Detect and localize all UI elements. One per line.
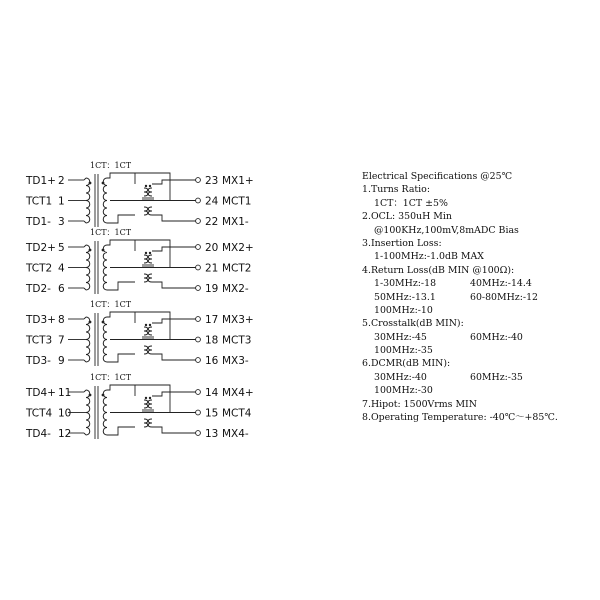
spec-crosstalk-row [362, 344, 598, 357]
pin-number: 4 [58, 262, 65, 275]
terminal-circle [196, 245, 201, 250]
polarity-dot [102, 321, 105, 324]
terminal-circle [196, 358, 201, 363]
secondary-coil [103, 178, 107, 223]
pin-number: 3 [58, 216, 65, 228]
pin-number: 8 [58, 314, 65, 326]
choke-coil [144, 255, 148, 263]
spec-dcmr: 6.DCMR(dB MIN): [362, 358, 451, 370]
choke-coil [148, 274, 152, 282]
wire [152, 247, 196, 251]
choke-coil [148, 400, 152, 408]
pin-number: 1 [58, 195, 65, 208]
pin-number: 11 [58, 387, 72, 399]
pin-number: 21 [205, 262, 219, 275]
terminal-circle [196, 219, 201, 224]
polarity-dot [145, 252, 147, 254]
wire [84, 221, 86, 223]
signal-name: TD2+ [26, 242, 56, 254]
spec-operating-temperature: 8.Operating Temperature: -40℃～+85℃. [362, 412, 558, 424]
wire [135, 385, 170, 413]
wire [152, 392, 196, 396]
polarity-dot [149, 252, 151, 254]
signal-name: TD1+ [26, 175, 56, 187]
spec-value: 60MHz:-40 [470, 331, 523, 343]
signal-name: MX2- [222, 283, 249, 295]
signal-name: MX1- [222, 216, 249, 228]
pin-number: 23 [205, 175, 219, 187]
ct-ratio-label: 1CT：1CT [90, 228, 132, 237]
wire [152, 215, 196, 221]
wire [107, 354, 135, 362]
choke-coil [144, 207, 148, 215]
wire [107, 173, 135, 184]
ct-ratio-label: 1CT：1CT [90, 300, 132, 309]
transformer-block-4 [25, 373, 254, 440]
wire [107, 312, 135, 323]
choke-coil [148, 419, 152, 427]
wire [152, 282, 196, 288]
wire [107, 427, 135, 435]
terminal-circle [196, 317, 201, 322]
spec-ocl: 2.OCL: 350uH Min [362, 211, 452, 223]
wire [107, 240, 135, 251]
pin-number: 13 [205, 428, 219, 440]
spec-value: 60MHz:-35 [470, 371, 523, 383]
pin-number: 19 [205, 283, 219, 295]
signal-name: TCT2 [26, 262, 53, 275]
wire [84, 245, 86, 247]
choke-coil [148, 207, 152, 215]
polarity-dot [102, 394, 105, 397]
signal-name: MX3- [222, 355, 249, 367]
spec-value: 100MHz:-10 [374, 304, 433, 316]
wire [107, 282, 135, 290]
spec-return-loss-row [362, 291, 598, 304]
spec-ocl-value: @100KHz,100mV,8mADC Bias [374, 224, 519, 236]
polarity-dot [89, 394, 92, 397]
signal-name: TCT4 [26, 407, 53, 420]
terminal-circle [196, 286, 201, 291]
terminal-circle [196, 265, 201, 270]
transformer-block-1 [25, 161, 254, 228]
spec-dcmr-row [362, 371, 598, 384]
spec-return-loss-row [362, 277, 598, 290]
spec-title: Electrical Specifications @25℃ [362, 171, 513, 182]
wire [107, 215, 135, 223]
terminal-circle [196, 178, 201, 183]
spec-turns-ratio: 1.Turns Ratio: [362, 184, 430, 196]
terminal-circle [196, 410, 201, 415]
polarity-dot [145, 185, 147, 187]
spec-value: 60-80MHz:-12 [470, 291, 538, 303]
spec-value: 1-30MHz:-18 [374, 278, 437, 290]
electrical-specifications [362, 170, 598, 424]
spec-value: 50MHz:-13.1 [374, 291, 436, 303]
signal-name: TD3- [26, 355, 51, 367]
transformer-block-3 [25, 300, 254, 367]
ct-ratio-label: 1CT：1CT [90, 373, 132, 382]
signal-name: TD4+ [26, 387, 56, 399]
wire [152, 319, 196, 323]
pin-number: 6 [58, 283, 65, 295]
signal-name: MCT3 [222, 334, 252, 347]
pin-number: 18 [205, 334, 219, 347]
signal-name: MX2+ [222, 242, 254, 254]
pin-number: 5 [58, 242, 65, 254]
secondary-coil [103, 390, 107, 435]
polarity-dot [149, 185, 151, 187]
pin-number: 7 [58, 334, 65, 347]
signal-name: MX1+ [222, 175, 254, 187]
secondary-coil [103, 245, 107, 290]
wire [135, 173, 170, 201]
choke-coil [144, 400, 148, 408]
spec-return-loss: 4.Return Loss(dB MIN @100Ω): [362, 264, 515, 276]
wire [84, 433, 86, 435]
spec-value: 30MHz:-40 [374, 371, 427, 383]
wire [152, 180, 196, 184]
wire [135, 312, 170, 340]
spec-crosstalk-row [362, 331, 598, 344]
polarity-dot [145, 324, 147, 326]
signal-name: MX4+ [222, 387, 254, 399]
polarity-dot [89, 321, 92, 324]
choke-coil [148, 327, 152, 335]
spec-crosstalk: 5.Crosstalk(dB MIN): [362, 318, 464, 330]
wire [107, 385, 135, 396]
terminal-circle [196, 337, 201, 342]
spec-turns-ratio-value: 1CT：1CT ±5% [374, 197, 448, 209]
wire [152, 427, 196, 433]
signal-name: MCT4 [222, 407, 252, 420]
pin-number: 20 [205, 242, 219, 254]
signal-name: TD1- [26, 216, 51, 228]
spec-value: 100MHz:-35 [374, 345, 433, 357]
terminal-circle [196, 431, 201, 436]
pin-number: 2 [58, 175, 65, 187]
choke-coil [148, 346, 152, 354]
signal-name: MCT2 [222, 262, 252, 275]
wire [84, 288, 86, 290]
polarity-dot [149, 324, 151, 326]
choke-coil [144, 274, 148, 282]
terminal-circle [196, 198, 201, 203]
polarity-dot [89, 249, 92, 252]
wire [84, 178, 86, 180]
polarity-dot [89, 182, 92, 185]
spec-value: 30MHz:-45 [374, 331, 427, 343]
choke-coil [144, 419, 148, 427]
spec-value: 40MHz:-14.4 [470, 278, 532, 290]
transformer-block-2 [25, 228, 254, 295]
signal-name: MX3+ [222, 314, 254, 326]
pin-number: 24 [205, 195, 219, 208]
pin-number: 10 [58, 407, 72, 420]
choke-coil [148, 255, 152, 263]
spec-hipot: 7.Hipot: 1500Vrms MIN [362, 398, 477, 410]
secondary-coil [103, 317, 107, 362]
pin-number: 12 [58, 428, 72, 440]
signal-name: TD3+ [26, 314, 56, 326]
spec-insertion-loss: 3.Insertion Loss: [362, 237, 442, 249]
ct-ratio-label: 1CT：1CT [90, 161, 132, 170]
choke-coil [148, 188, 152, 196]
signal-name: MX4- [222, 428, 249, 440]
signal-name: TCT1 [26, 195, 53, 208]
pin-number: 14 [205, 387, 219, 399]
wire [84, 360, 86, 362]
pin-number: 16 [205, 355, 219, 367]
spec-insertion-loss-value: 1-100MHz:-1.0dB MAX [374, 251, 484, 263]
signal-name: TD4- [26, 428, 51, 440]
polarity-dot [149, 397, 151, 399]
pin-number: 17 [205, 314, 219, 326]
pin-number: 22 [205, 216, 219, 228]
wire [152, 354, 196, 360]
polarity-dot [102, 249, 105, 252]
wire [84, 317, 86, 319]
wire [84, 390, 86, 392]
pin-number: 15 [205, 407, 219, 420]
signal-name: MCT1 [222, 195, 252, 208]
spec-value: 100MHz:-30 [374, 385, 433, 397]
wire [135, 240, 170, 268]
choke-coil [144, 327, 148, 335]
choke-coil [144, 188, 148, 196]
polarity-dot [102, 182, 105, 185]
signal-name: TD2- [26, 283, 51, 295]
polarity-dot [145, 397, 147, 399]
pin-number: 9 [58, 355, 65, 367]
spec-dcmr-row [362, 384, 598, 397]
choke-coil [144, 346, 148, 354]
spec-return-loss-row [362, 304, 598, 317]
terminal-circle [196, 390, 201, 395]
signal-name: TCT3 [26, 334, 53, 347]
